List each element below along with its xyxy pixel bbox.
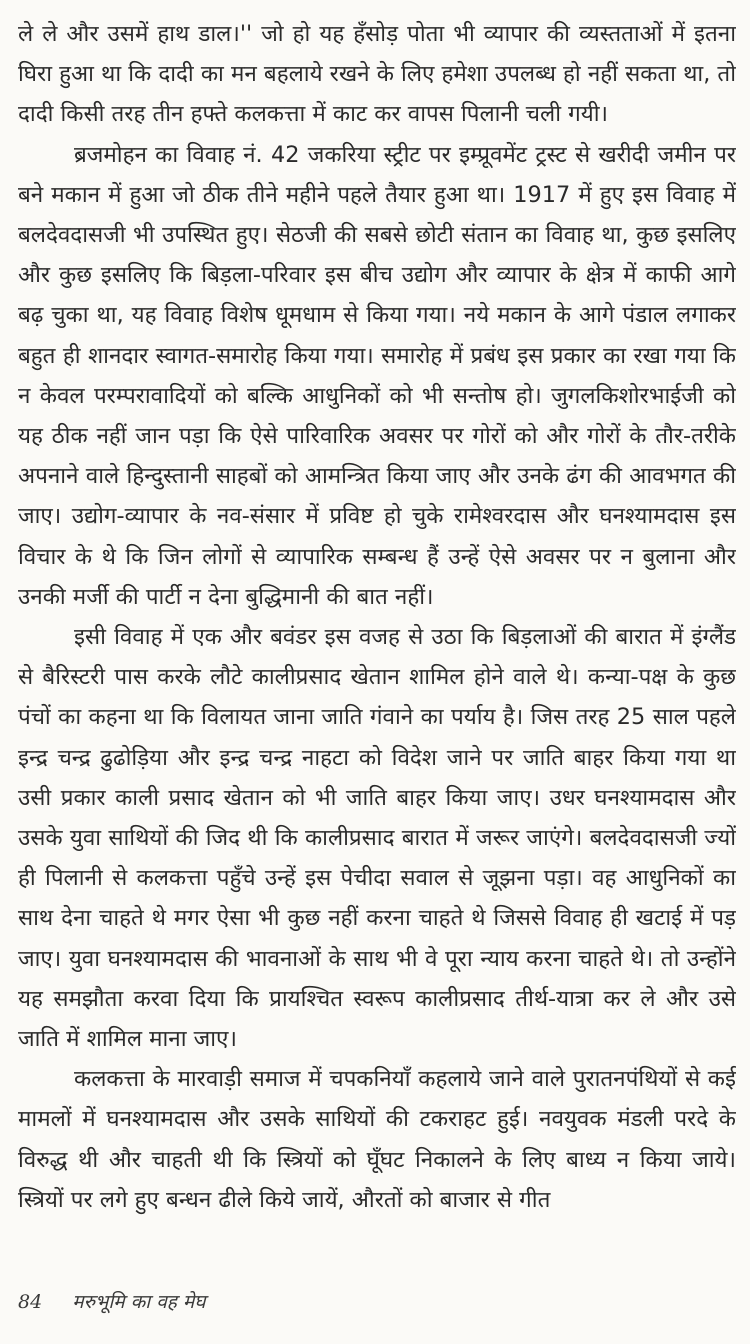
page-footer: [18, 1288, 205, 1314]
paragraph-brajmohan-wedding: ब्रजमोहन का विवाह नं. 42 जकरिया स्ट्रीट पर इम्प्रूवमेंट ट्रस्ट से खरीदी जमीन पर बने मकान में हुआ जो ठीक तीने महीने पहले तैयार हुआ था। 1917 में हुए इस विवाह में बलदेवदासजी भी उपस्थित हुए। सेठजी की सबसे छोटी संतान का विवाह था, कुछ इसलिए और कुछ इसलिए कि बिड़ला-परिवार इस बीच उद्योग और व्यापार के क्षेत्र में काफी आगे बढ़ चुका था, यह विवाह विशेष धूमधाम से किया गया। नये मकान के आगे पंडाल लगाकर बहुत ही शानदार स्वागत-समारोह किया गया। समारोह में प्रबंध इस प्रकार का रखा गया कि न केवल परम्परावादियों को बल्कि आधुनिकों को भी सन्तोष हो। जुगलकिशोरभाईजी को यह ठीक नहीं जान पड़ा कि ऐसे पारिवारिक अवसर पर गोरों को और गोरों के तौर-तरीके अपनाने वाले हिन्दुस्तानी साहबों को आमन्त्रित किया जाए और उनके ढंग की आवभगत की जाए। उद्योग-व्यापार के नव-संसार में प्रविष्ट हो चुके रामेश्वरदास और घनश्यामदास इस विचार के थे कि जिन लोगों से व्यापारिक सम्बन्ध हैं उन्हें ऐसे अवसर पर न बुलाना और उनकी मर्जी की पार्टी न देना बुद्धिमानी की बात नहीं।: [18, 141, 736, 610]
paragraph-continuation: ले ले और उसमें हाथ डाल।'' जो हो यह हँसोड़ पोता भी व्यापार की व्यस्तताओं में इतना घिरा हुआ था कि दादी का मन बहलाये रखने के लिए हमेशा उपलब्ध हो नहीं सकता था, तो दादी किसी तरह तीन हफ्ते कलकत्ता में काट कर वापस पिलानी चली गयी।: [18, 21, 736, 128]
book-page: [18, 14, 736, 1330]
paragraph-marwari-society: कलकत्ता के मारवाड़ी समाज में चपकनियाँ कहलाये जाने वाले पुरातनपंथियों से कई मामलों में घनश्यामदास और उसके साथियों की टकराहट हुई। नवयुवक मंडली परदे के विरुद्ध थी और चाहती थी कि स्त्रियों को घूँघट निकालने के लिए बाध्य न किया जाये। स्त्रियों पर लगे हुए बन्धन ढीले किये जायें, औरतों को बाजार से गीत: [18, 1066, 736, 1213]
paragraph-wedding-controversy: इसी विवाह में एक और बवंडर इस वजह से उठा कि बिड़लाओं की बारात में इंग्लैंड से बैरिस्टरी पास करके लौटे कालीप्रसाद खेतान शामिल होने वाले थे। कन्या-पक्ष के कुछ पंचों का कहना था कि विलायत जाना जाति गंवाने का पर्याय है। जिस तरह 25 साल पहले इन्द्र चन्द्र ढुढोड़िया और इन्द्र चन्द्र नाहटा को विदेश जाने पर जाति बाहर किया गया था उसी प्रकार काली प्रसाद खेतान को भी जाति बाहर किया जाए। उधर घनश्यामदास और उसके युवा साथियों की जिद थी कि कालीप्रसाद बारात में जरूर जाएंगे। बलदेवदासजी ज्यों ही पिलानी से कलकत्ता पहुँचे उन्हें इस पेचीदा सवाल से जूझना पड़ा। वह आधुनिकों का साथ देना चाहते थे मगर ऐसा भी कुछ नहीं करना चाहते थे जिससे विवाह ही खटाई में पड़ जाए। युवा घनश्यामदास की भावनाओं के साथ भी वे पूरा न्याय करना चाहते थे। तो उन्होंने यह समझौता करवा दिया कि प्रायश्चित स्वरूप कालीप्रसाद तीर्थ-यात्रा कर ले और उसे जाति में शामिल माना जाए।: [18, 624, 736, 1053]
body-text: [18, 14, 736, 1220]
running-book-title: मरुभूमि का वह मेघ: [72, 1291, 206, 1313]
page-number: 84: [18, 1291, 43, 1313]
